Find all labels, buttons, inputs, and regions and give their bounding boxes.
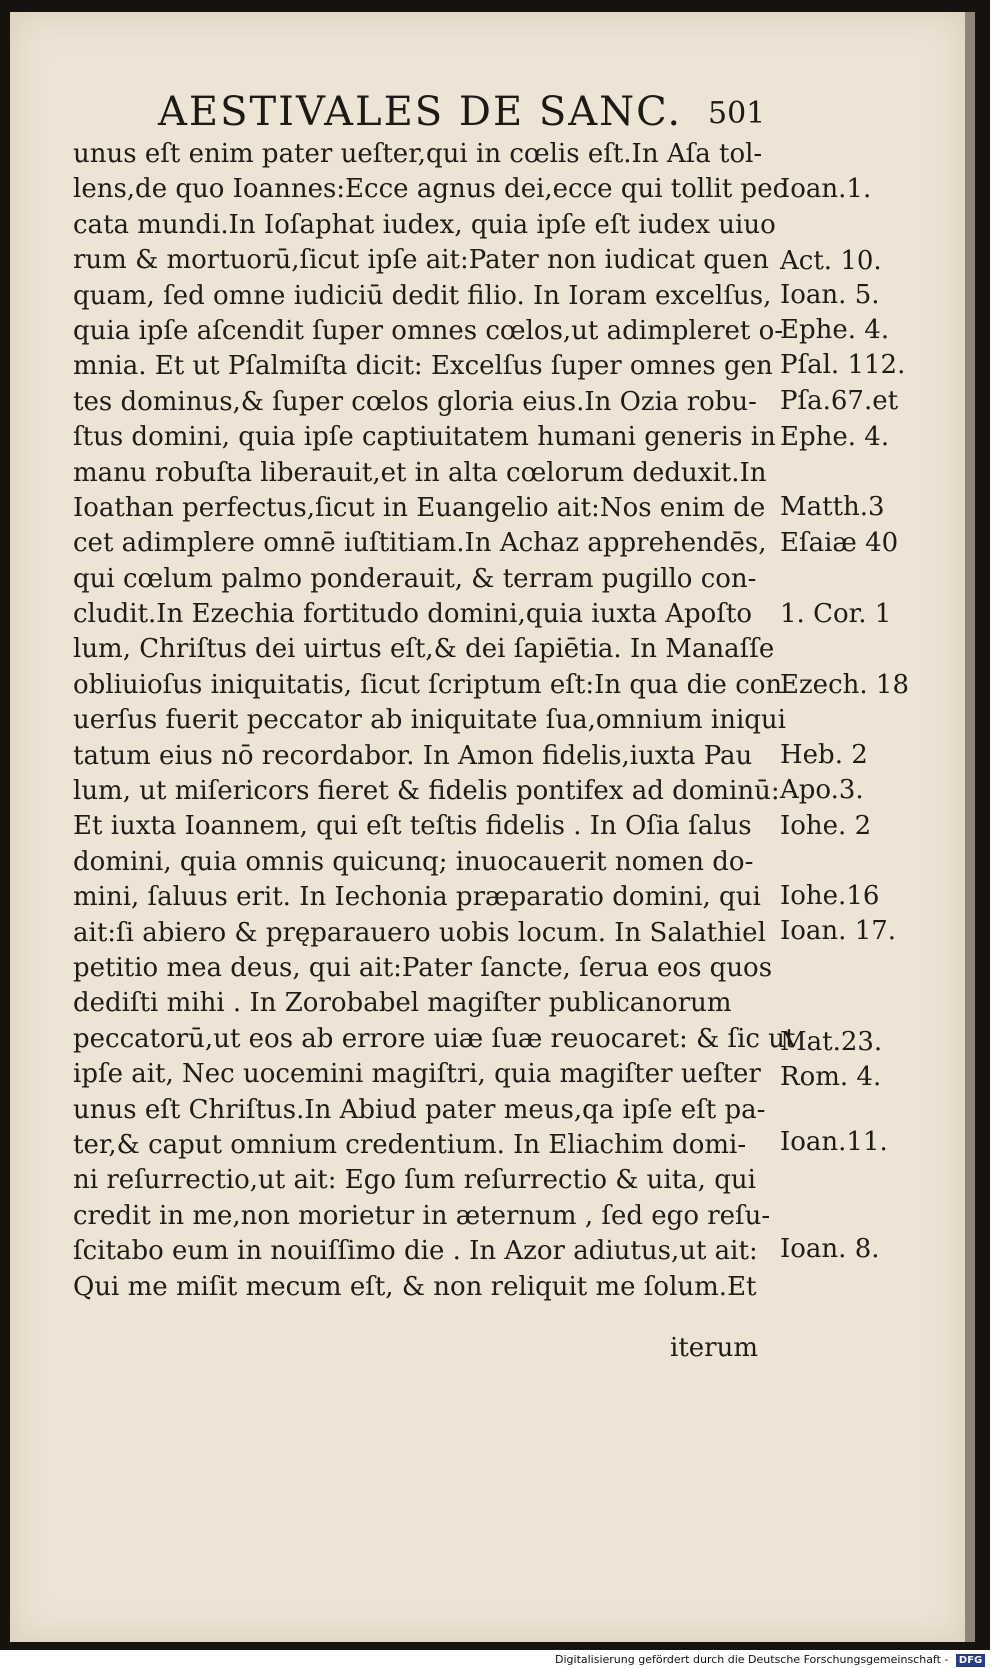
digitization-credit <box>555 1652 995 1668</box>
margin-note: Pſal. 112. <box>780 350 906 380</box>
margin-note: Ioan. 8. <box>780 1234 880 1264</box>
book-page <box>10 12 975 1642</box>
text-line: quam, ſed omne iudiciū dedit filio. In Ioram excelſus, <box>73 280 772 311</box>
text-line: mnia. Et ut Pſalmiſta dicit: Excelſus ſuper omnes gen <box>73 351 773 382</box>
text-line: ipſe ait, Nec uocemini magiſtri, quia magiſter ueſter <box>73 1059 761 1090</box>
margin-note: 1. Cor. 1 <box>780 599 892 629</box>
text-line: lum, ut miſericors fieret & fidelis pontifex ad dominū: <box>73 776 780 807</box>
margin-note: Mat.23. <box>780 1027 883 1057</box>
margin-note: Ephe. 4. <box>780 422 890 452</box>
credit-text: Digitalisierung gefördert durch die Deutsche Forschungsgemeinschaft - <box>555 1653 949 1666</box>
dfg-logo-icon: DFG <box>956 1654 985 1667</box>
margin-note: Ioan.11. <box>780 1127 888 1157</box>
text-line: Ioathan perfectus,ſicut in Euangelio ait:Nos enim de <box>73 492 766 523</box>
margin-note: Iohe.16 <box>780 881 880 911</box>
text-line: ſtus domini, quia ipſe captiuitatem humani generis in <box>73 422 776 453</box>
margin-note: Pſa.67.et <box>780 386 899 416</box>
margin-note: Apo.3. <box>780 775 864 805</box>
text-line: lens,de quo Ioannes:Ecce agnus dei,ecce qui tollit pec <box>73 174 788 205</box>
margin-note: Act. 10. <box>780 246 882 276</box>
folio-number: 501 <box>708 96 766 131</box>
text-line: mini, ſaluus erit. In Iechonia præparatio domini, qui <box>73 882 761 913</box>
text-line: peccatorū,ut eos ab errore uiæ ſuæ reuocaret: & ſic ut <box>73 1023 796 1054</box>
margin-note: Rom. 4. <box>780 1062 882 1092</box>
running-title: AESTIVALES DE SANC. <box>158 89 683 135</box>
main-text-block <box>73 137 796 1305</box>
text-line: qui cœlum palmo ponderauit, & terram pugillo con- <box>73 563 757 594</box>
text-line: tes dominus,& ſuper cœlos gloria eius.In Ozia robu- <box>73 386 757 417</box>
text-line: tatum eius nō recordabor. In Amon fidelis,iuxta Pau <box>73 740 753 771</box>
text-line: cet adimplere omnē iuſtitiam.In Achaz apprehendēs, <box>73 528 767 559</box>
text-line: quia ipſe aſcendit ſuper omnes cœlos,ut adimpleret o- <box>73 315 784 346</box>
text-line: unus eſt Chriſtus.In Abiud pater meus,qa ipſe eſt pa- <box>73 1094 766 1125</box>
margin-note: Ioan. 17. <box>780 916 897 946</box>
text-line: unus eſt enim pater ueſter,qui in cœlis eſt.In Aſa tol- <box>73 139 763 169</box>
margin-note: Ezech. 18 <box>780 670 909 700</box>
margin-note: Iohe. 2 <box>780 811 872 841</box>
margin-note: Eſaiæ 40 <box>780 528 899 558</box>
text-line: obliuioſus iniquitatis, ſicut ſcriptum eſt:In qua die con <box>73 669 783 700</box>
text-line: manu robuſta liberauit,et in alta cœlorum deduxit.In <box>73 457 767 488</box>
text-line: cata mundi.In Ioſaphat iudex, quia ipſe eſt iudex uiuo <box>73 209 776 240</box>
text-line: ni reſurrectio,ut ait: Ego ſum reſurrectio & uita, qui <box>73 1165 756 1196</box>
text-line: petitio mea deus, qui ait:Pater ſancte, ſerua eos quos <box>73 952 773 983</box>
margin-note: Heb. 2 <box>780 740 868 770</box>
text-line: domini, quia omnis quicunq; inuocauerit nomen do- <box>73 846 754 877</box>
margin-note: Matth.3 <box>780 492 885 522</box>
margin-note: Ioan. 5. <box>780 280 880 310</box>
text-line: ſcitabo eum in nouiſſimo die . In Azor adiutus,ut ait: <box>73 1236 758 1267</box>
text-line: ait:ſi abiero & pręparauero uobis locum. In Salathiel <box>73 917 766 948</box>
text-line: rum & mortuorū,ſicut ipſe ait:Pater non iudicat quen <box>73 245 769 276</box>
text-line: Qui me miſit mecum eſt, & non reliquit me ſolum.Et <box>73 1271 757 1302</box>
margin-note: Ephe. 4. <box>780 315 890 345</box>
text-line: lum, Chriſtus dei uirtus eſt,& dei ſapiētia. In Manaſſe <box>73 634 775 665</box>
text-line: ter,& caput omnium credentium. In Eliachim domi- <box>73 1129 747 1160</box>
text-line: dediſti mihi . In Zorobabel magiſter publicanorum <box>73 988 732 1019</box>
text-line: uerſus fuerit peccator ab iniquitate ſua,omnium iniqui <box>73 705 786 736</box>
catchword: iterum <box>670 1333 758 1363</box>
text-line: cludit.In Ezechia fortitudo domini,quia iuxta Apoſto <box>73 599 753 630</box>
text-line: Et iuxta Ioannem, qui eſt teſtis fidelis . In Oſia ſalus <box>73 811 752 842</box>
margin-note: Ioan.1. <box>780 174 872 204</box>
text-line: credit in me,non morietur in æternum , ſed ego reſu- <box>73 1200 771 1231</box>
